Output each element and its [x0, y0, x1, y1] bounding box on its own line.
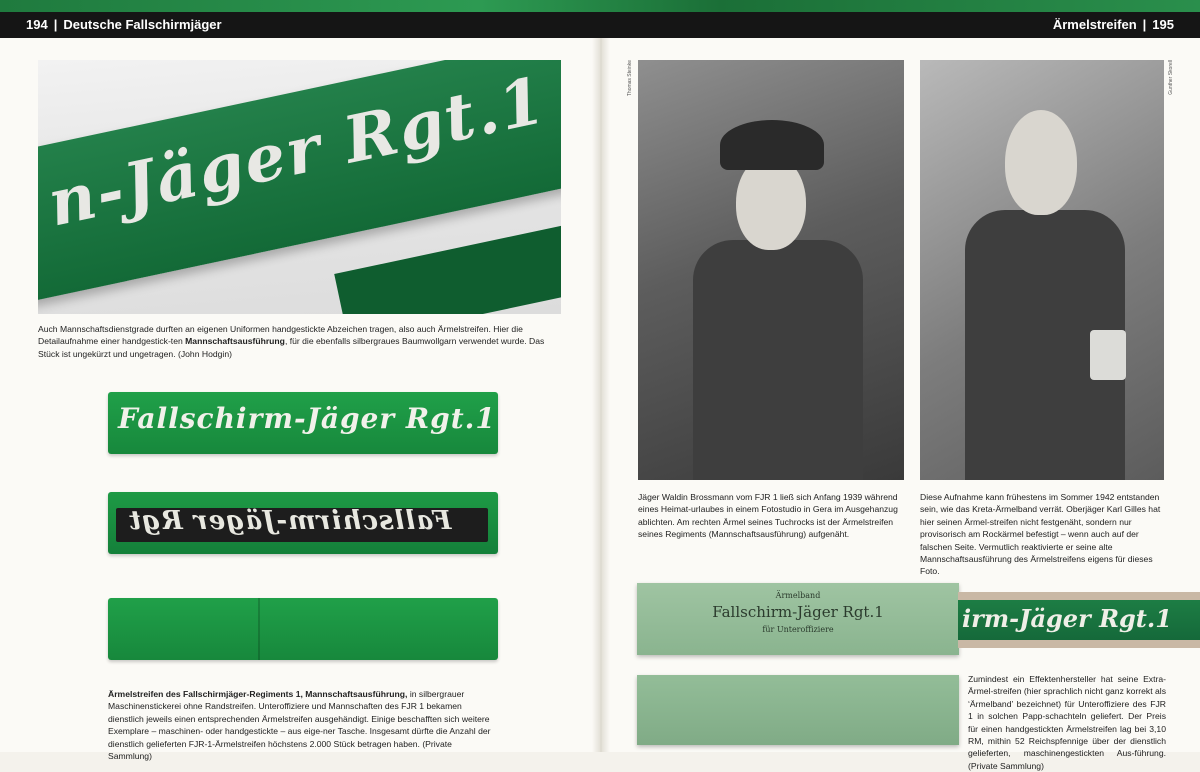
photo-credit-left: Thomas Steinke — [627, 60, 633, 97]
caption-portrait-gilles: Diese Aufnahme kann frühestens im Sommer 1942 entstanden sein, wie das Kreta-Ärmelband verrät. Oberjäger Karl Gilles hat hier seinen Ärmel-streifen nicht festgenäht, sondern nur provisorisch am Rockärmel befestigt – wenn auch auf der falschen Seite. Vermutlich reaktivierte er seine alte Mannschaftsausführung des Ärmelstreifens eigens für dieses Foto. — [920, 492, 1161, 577]
cardboard-box-base — [637, 675, 959, 745]
cuff-band-front-lettering: Fallschirm-Jäger Rgt.1 — [118, 402, 496, 435]
soldier-cap — [720, 120, 824, 170]
header-separator: | — [1142, 17, 1147, 32]
sleeve-band-strip — [958, 592, 1200, 648]
caption-portrait-brossmann: Jäger Waldin Brossmann vom FJR 1 ließ sich Anfang 1939 während eines Heimat-urlaubes in einem Fotostudio in Gera im Ausgehanzug ablichten. Am rechten Ärmel seines Tuchrocks ist der Ärmelstreifen seines Regiments (Mannschaftsausführung) aufgenäht. — [638, 492, 898, 540]
right-page-title: Ärmelstreifen — [1052, 17, 1137, 32]
caption-closeup-text: Auch Mannschaftsdienstgrade durften an eigenen Uniformen handgestickte Abzeichen tragen, also auch Ärmelstreifen. Hier die Detailaufnahme einer handgestick-ten — [38, 324, 523, 347]
portrait-photo-brossmann — [638, 60, 904, 480]
portrait-photo-gilles — [920, 60, 1164, 480]
book-gutter — [592, 0, 610, 752]
cuff-band-reverse-lettering: Fallschirm-Jäger Rgt — [128, 506, 452, 536]
caption-closeup-bold: Mannschaftsausführung — [185, 336, 285, 347]
box-label-line3: für Unteroffiziere — [762, 625, 834, 634]
soldier-face — [1005, 110, 1077, 215]
closeup-sleeve-band-photo — [38, 60, 561, 314]
cuff-band-front — [108, 392, 498, 454]
soldier-torso — [693, 240, 863, 480]
caption-cuff-text: in silbergrauer Maschinenstickerei ohne Randstreifen. Unteroffiziere und Mannschaften des FJR 1 bekamen dienstlich jeweils einen entsprechenden Ärmelstreifen ausgehändigt. Einige beschafften sich weitere Exemplare – maschinen- oder handgestickte – aus eige-ner Tasche. Insgesamt dürfte die Anzahl der dienstlich gelieferten FJR-1-Ärmelstreifen höchstens 2.000 Stück betragen haben. (Private Sammlung) — [108, 689, 491, 762]
right-page-header — [1053, 17, 1174, 32]
cuff-band-reverse — [108, 492, 498, 554]
left-page-header — [26, 17, 222, 32]
strip-lettering: irm-Jäger Rgt.1 — [962, 604, 1172, 633]
caption-closeup — [38, 323, 561, 360]
cardboard-box-lid — [637, 583, 959, 655]
left-page-number: 194 — [26, 17, 48, 32]
closeup-band-lettering: n-Jäger Rgt.1 — [41, 62, 553, 242]
box-label-line2: Fallschirm-Jäger Rgt.1 — [712, 603, 884, 621]
caption-cuff-bands — [108, 688, 498, 762]
left-page-title: Deutsche Fallschirmjäger — [63, 17, 222, 32]
caption-box: Zumindest ein Effektenhersteller hat seine Extra-Ärmel-streifen (hier sprachlich nicht ganz korrekt als ‘Ärmelband’ bezeichnet) für Unteroffiziere des FJR 1 in solchen Papp-schachteln geliefert. Der Preis für einen handgestickten Ärmelstreifen lag bei 3,10 RM, mithin 52 Reichspfennige über der dienstlich gelieferten, maschinengestickten Aus-führung. (Private Sammlung) — [968, 674, 1166, 771]
cuff-band-fold — [258, 598, 260, 660]
header-separator: | — [53, 17, 58, 32]
caption-cuff-bold: Ärmelstreifen des Fallschirmjäger-Regiments 1, Mannschaftsausführung, — [108, 689, 408, 699]
cuff-band-plain — [108, 598, 498, 660]
header-green-strip — [0, 0, 1200, 12]
right-page-number: 195 — [1152, 17, 1174, 32]
box-label-line1: Ärmelband — [775, 591, 821, 600]
photo-credit-right: Gunther Skorell — [1168, 60, 1174, 95]
kreta-cuff-title — [1090, 330, 1126, 380]
caption-closeup-text-end: , für die ebenfalls silbergraues Baumwollgarn verwendet wurde. Das Stück ist ungekürzt und ungetragen. (John Hodgin) — [38, 336, 545, 359]
